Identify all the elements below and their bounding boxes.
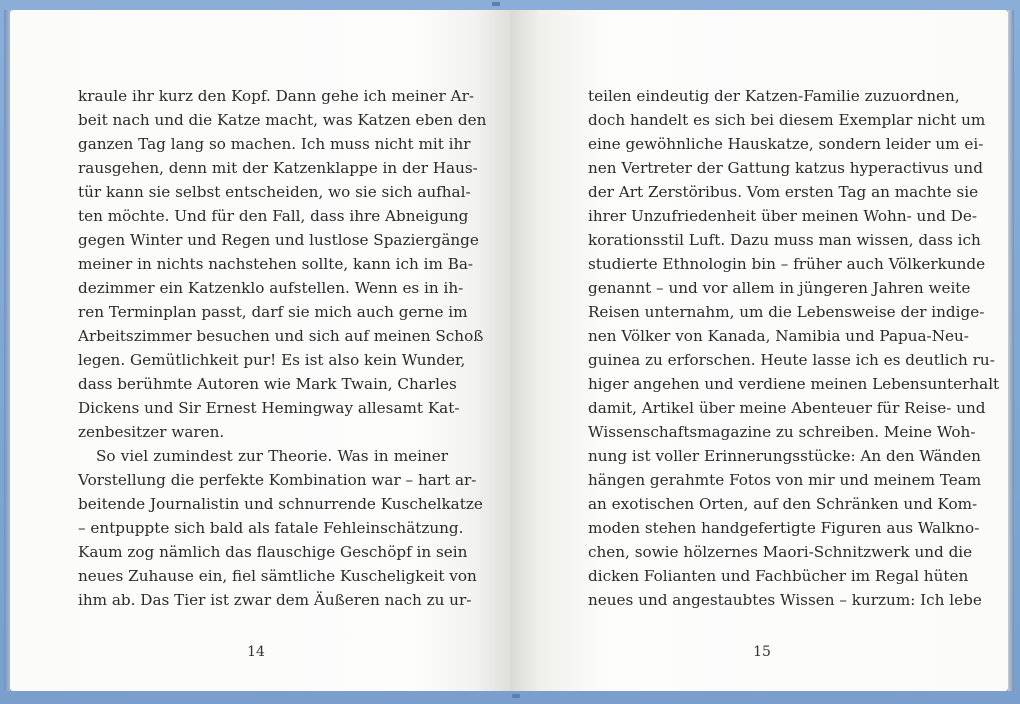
text-line: rausgehen, denn mit der Katzenklappe in der Haus-: [78, 159, 478, 177]
text-line: Reisen unternahm, um die Lebensweise der indige-: [588, 303, 985, 321]
text-line: ihrer Unzufriedenheit über meinen Wohn- und De-: [588, 207, 977, 225]
text-line: Dickens und Sir Ernest Hemingway allesamt Kat-: [78, 399, 460, 417]
left-page-text: [78, 84, 487, 612]
text-line: ihm ab. Das Tier ist zwar dem Äußeren nach zu ur-: [78, 591, 472, 609]
text-line: nung ist voller Erinnerungsstücke: An den Wänden: [588, 447, 981, 465]
text-line: meiner in nichts nachstehen sollte, kann ich im Ba-: [78, 255, 474, 273]
text-line: Wissenschaftsmagazine zu schreiben. Meine Woh-: [588, 423, 976, 441]
text-line: eine gewöhnliche Hauskatze, sondern leider um ei-: [588, 135, 984, 153]
text-line: ganzen Tag lang so machen. Ich muss nicht mit ihr: [78, 135, 471, 153]
text-line: So viel zumindest zur Theorie. Was in meiner: [96, 447, 448, 465]
text-line: ten möchte. Und für den Fall, dass ihre Abneigung: [78, 207, 469, 225]
page-number-right: 15: [753, 644, 771, 660]
text-line: genannt – und vor allem in jüngeren Jahren weite: [588, 279, 971, 297]
text-line: beit nach und die Katze macht, was Katzen eben den: [78, 111, 487, 129]
text-line: kraule ihr kurz den Kopf. Dann gehe ich meiner Ar-: [78, 87, 474, 105]
text-line: gegen Winter und Regen und lustlose Spaziergänge: [78, 231, 479, 249]
text-line: moden stehen handgefertigte Figuren aus Walkno-: [588, 519, 980, 537]
text-line: dicken Folianten und Fachbücher im Regal hüten: [588, 567, 969, 585]
text-line: neues und angestaubtes Wissen – kurzum: Ich lebe: [588, 591, 982, 609]
text-line: der Art Zerstöribus. Vom ersten Tag an machte sie: [588, 183, 979, 201]
text-line: tür kann sie selbst entscheiden, wo sie sich aufhal-: [78, 183, 471, 201]
text-line: Vorstellung die perfekte Kombination war – hart ar-: [78, 471, 477, 489]
right-page: [510, 10, 1008, 691]
text-line: beitende Journalistin und schnurrende Kuschelkatze: [78, 495, 483, 513]
text-line: dass berühmte Autoren wie Mark Twain, Charles: [78, 375, 457, 393]
text-line: neues Zuhause ein, fiel sämtliche Kuscheligkeit von: [78, 567, 477, 585]
text-line: teilen eindeutig der Katzen-Familie zuzuordnen,: [588, 87, 960, 105]
page-number-left: 14: [247, 644, 265, 660]
right-page-text: [588, 84, 1000, 612]
text-line: an exotischen Orten, auf den Schränken und Kom-: [588, 495, 978, 513]
text-line: damit, Artikel über meine Abenteuer für Reise- und: [588, 399, 986, 417]
text-line: nen Völker von Kanada, Namibia und Papua-Neu-: [588, 327, 969, 345]
text-line: guinea zu erforschen. Heute lasse ich es deutlich ru-: [588, 351, 995, 369]
text-line: Arbeitszimmer besuchen und sich auf meinen Schoß: [78, 327, 484, 345]
text-line: higer angehen und verdiene meinen Lebensunterhalt: [588, 375, 1000, 393]
text-line: korationsstil Luft. Dazu muss man wissen, dass ich: [588, 231, 981, 249]
text-line: studierte Ethnologin bin – früher auch Völkerkunde: [588, 255, 986, 273]
left-page: [10, 10, 510, 691]
text-line: Kaum zog nämlich das flauschige Geschöpf in sein: [78, 543, 468, 561]
text-line: dezimmer ein Katzenklo aufstellen. Wenn es in ih-: [78, 279, 464, 297]
text-line: nen Vertreter der Gattung katzus hyperactivus und: [588, 159, 983, 177]
text-line: – entpuppte sich bald als fatale Fehleinschätzung.: [78, 519, 464, 537]
text-line: chen, sowie hölzernes Maori-Schnitzwerk und die: [588, 543, 973, 561]
text-line: legen. Gemütlichkeit pur! Es ist also kein Wunder,: [78, 351, 466, 369]
text-line: doch handelt es sich bei diesem Exemplar nicht um: [588, 111, 986, 129]
text-line: ren Terminplan passt, darf sie mich auch gerne im: [78, 303, 468, 321]
text-line: zenbesitzer waren.: [78, 423, 225, 441]
text-line: hängen gerahmte Fotos von mir und meinem Team: [588, 471, 982, 489]
spine-mark-bottom: [512, 694, 520, 698]
spine-mark-top: [492, 2, 500, 6]
right-cover-edge: [1008, 10, 1014, 691]
